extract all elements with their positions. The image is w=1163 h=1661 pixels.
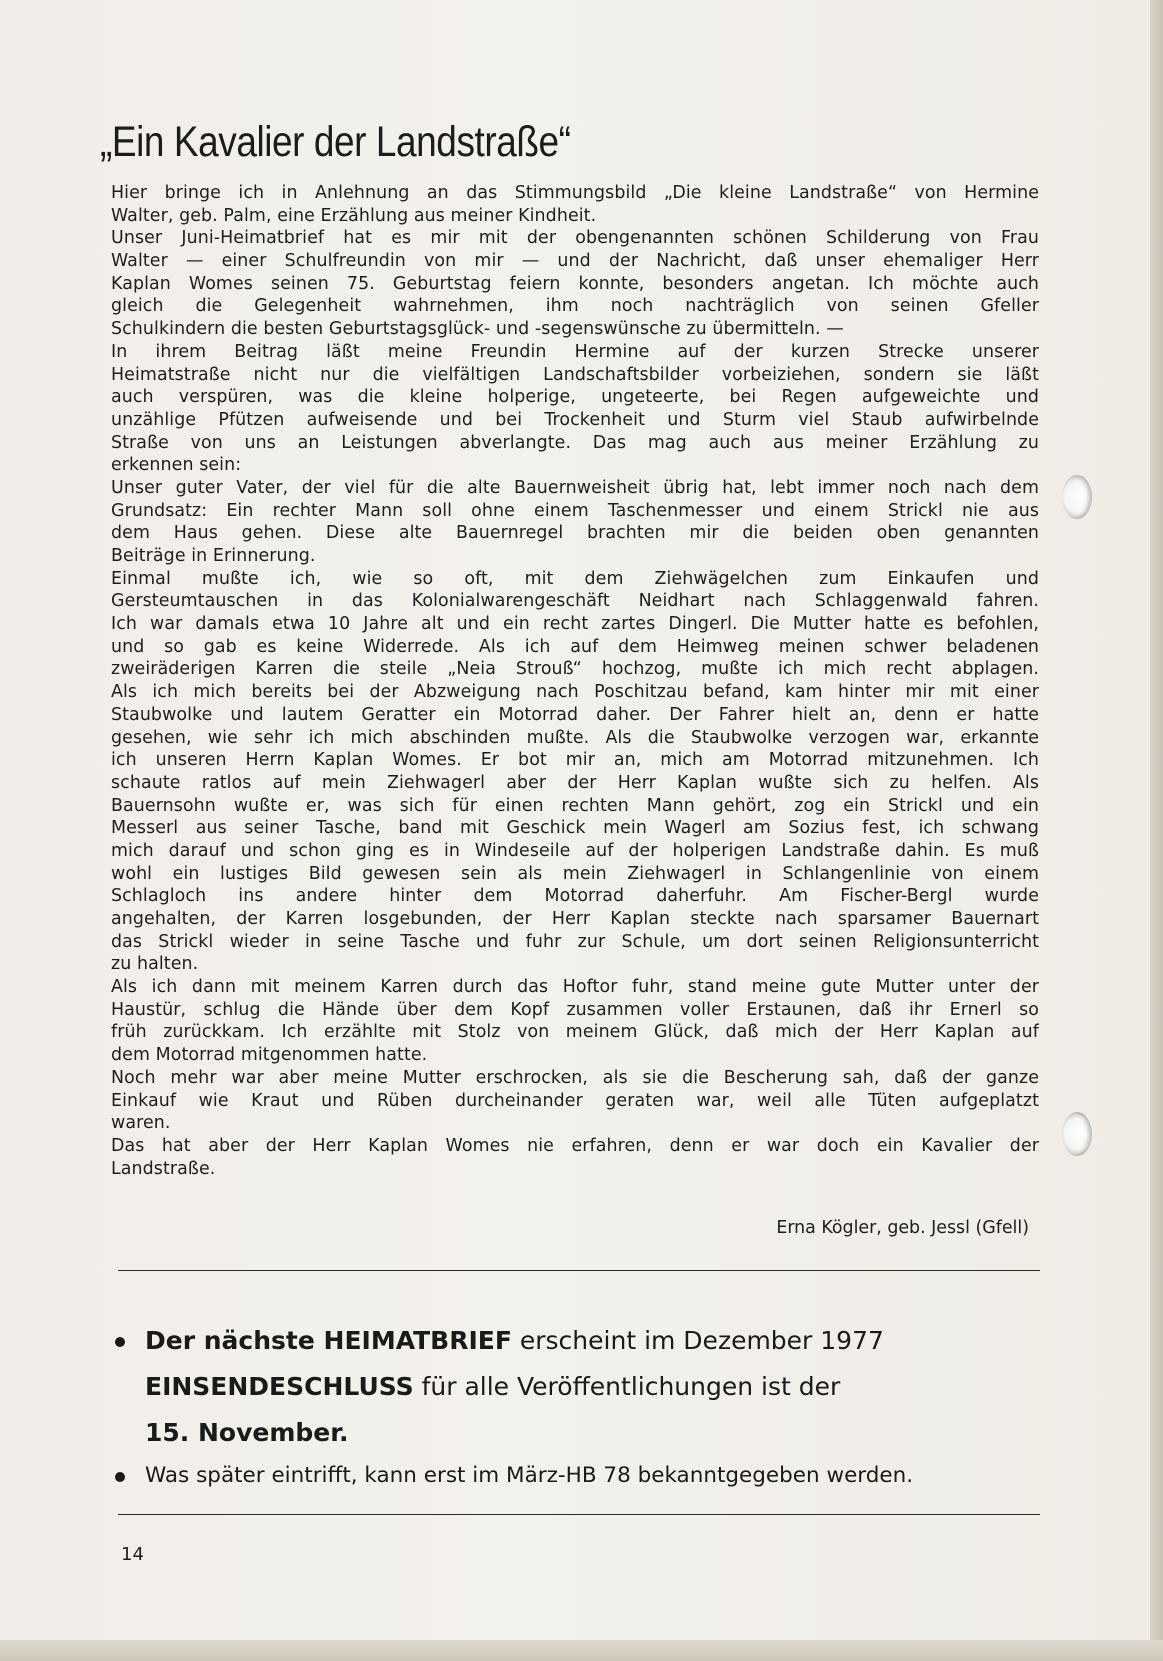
body-line: Kaplan Womes seinen 75. Geburtstag feiern konnte, besonders angetan. Ich möchte auch (111, 273, 1039, 294)
body-line: Walter, geb. Palm, eine Erzählung aus meiner Kindheit. (111, 205, 597, 226)
body-line: Grundsatz: Ein rechter Mann soll ohne einem Taschenmesser und einem Strickl nie aus (111, 500, 1039, 521)
body-line: dem Motorrad mitgenommen hatte. (111, 1045, 428, 1066)
bullet-icon (115, 1337, 125, 1347)
body-line: Heimatstraße nicht nur die vielfältigen Landschaftsbilder vorbeiziehen, sondern sie läßt (111, 364, 1039, 385)
body-line: Bauernsohn wußte er, was sich für einen rechten Mann gehört, zog ein Strickl und ein (111, 795, 1039, 816)
body-line: Schulkindern die besten Geburtstagsglück- und -segenswünsche zu übermitteln. — (111, 319, 844, 340)
body-line: Landstraße. (111, 1158, 216, 1179)
body-line: Unser Juni-Heimatbrief hat es mir mit der obengenannten schönen Schilderung von Frau (111, 228, 1039, 249)
divider-top (118, 1270, 1040, 1271)
body-line: In ihrem Beitrag läßt meine Freundin Hermine auf der kurzen Strecke unserer (111, 341, 1039, 362)
notice-deadline-text: für alle Veröffentlichungen ist der (413, 1372, 841, 1401)
body-line: wohl ein lustiges Bild gewesen sein als mein Ziehwagerl in Schlangenlinie von einem (111, 863, 1039, 884)
body-line: zweiräderigen Karren die steile „Neia Strouß“ hochzog, mußte ich mich recht abplagen. (111, 659, 1039, 680)
body-line: gesehen, wie sehr ich mich abschinden mußte. Als die Staubwolke verzogen war, erkannte (111, 727, 1039, 748)
divider-bottom (118, 1514, 1040, 1515)
body-line: erkennen sein: (111, 455, 242, 476)
body-line: dem Haus gehen. Diese alte Bauernregel brachten mir die beiden oben genannten (111, 523, 1039, 544)
body-line: schaute ratlos auf mein Ziehwagerl aber der Herr Kaplan wußte sich zu helfen. Als (111, 772, 1039, 793)
body-line: Ich war damals etwa 10 Jahre alt und ein recht zartes Dingerl. Die Mutter hatte es befohlen, (111, 614, 1039, 635)
body-line: Gersteumtauschen in das Kolonialwarengeschäft Neidhart nach Schlaggenwald fahren. (111, 591, 1039, 612)
page-number: 14 (121, 1544, 144, 1565)
body-line: Staubwolke und lautem Geratter ein Motorrad daher. Der Fahrer hielt an, denn er hatte (111, 704, 1039, 725)
body-line: Als ich mich bereits bei der Abzweigung nach Poschitzau befand, kam hinter mir mit einer (111, 682, 1039, 703)
article-signature: Erna Kögler, geb. Jessl (Gfell) (776, 1218, 1029, 1238)
body-line: Noch mehr war aber meine Mutter erschrocken, als sie die Bescherung sah, daß der ganze (111, 1067, 1039, 1088)
body-line: Haustür, schlug die Hände über dem Kopf zusammen voller Erstaunen, daß ihr Ernerl so (111, 999, 1039, 1020)
body-line: Beiträge in Erinnerung. (111, 546, 316, 566)
body-line: gleich die Gelegenheit wahrnehmen, ihm noch nachträglich von seinen Gfeller (111, 296, 1039, 317)
body-line: Walter — einer Schulfreundin von mir — und der Nachricht, daß unser ehemaliger Herr (111, 251, 1039, 272)
body-line: zu halten. (111, 954, 199, 975)
body-line: Schlagloch ins andere hinter dem Motorrad daherfuhr. Am Fischer-Bergl wurde (111, 886, 1039, 907)
body-line: Als ich dann mit meinem Karren durch das Hoftor fuhr, stand meine gute Mutter unter der (111, 977, 1039, 998)
body-line: waren. (111, 1113, 171, 1134)
body-line: früh zurückkam. Ich erzählte mit Stolz von meinem Glück, daß mich der Herr Kaplan auf (111, 1022, 1039, 1043)
notice-box (112, 1318, 1052, 1496)
notice-deadline-label: EINSENDESCHLUSS (145, 1372, 414, 1401)
body-line: Einkauf wie Kraut und Rüben durcheinander geraten war, weil alle Tüten aufgeplatzt (111, 1090, 1039, 1111)
punch-hole-top (1062, 475, 1092, 519)
page-edge-right (1150, 0, 1163, 1661)
bullet-icon (115, 1472, 125, 1482)
body-line: ich unseren Herrn Kaplan Womes. Er bot mir an, mich am Motorrad mitzunehmen. Ich (111, 750, 1039, 771)
notice-line-1 (112, 1318, 1052, 1364)
body-line: Hier bringe ich in Anlehnung an das Stimmungsbild „Die kleine Landstraße“ von Hermine (111, 183, 1039, 203)
article-title: „Ein Kavalier der Landstraße“ (100, 118, 571, 166)
punch-hole-bottom (1062, 1112, 1092, 1156)
notice-heimatbrief: Der nächste HEIMATBRIEF (145, 1326, 512, 1355)
notice-release-date: erscheint im Dezember 1977 (511, 1326, 884, 1355)
notice-line-3 (112, 1410, 1052, 1456)
notice-line-4 (112, 1456, 1052, 1496)
page-edge-bottom (0, 1640, 1163, 1661)
notice-line-2 (112, 1364, 1052, 1410)
body-line: angehalten, der Karren losgebunden, der Herr Kaplan steckte nach sparsamer Bauernart (111, 909, 1039, 929)
body-line: das Strickl wieder in seine Tasche und fuhr zur Schule, um dort seinen Religionsunterricht (111, 931, 1039, 952)
body-line: Messerl aus seiner Tasche, band mit Geschick mein Wagerl am Sozius fest, ich schwang (111, 818, 1039, 839)
notice-deadline-date: 15. November. (145, 1418, 349, 1447)
body-line: auch verspüren, was die kleine holperige, ungeteerte, bei Regen aufgeweichte und (111, 387, 1039, 408)
notice-late-submissions: Was später eintrifft, kann erst im März-HB 78 bekanntgegeben werden. (145, 1463, 914, 1488)
body-line: unzählige Pfützen aufweisende und bei Trockenheit und Sturm viel Staub aufwirbelnde (111, 409, 1039, 430)
body-line: Unser guter Vater, der viel für die alte Bauernweisheit übrig hat, lebt immer noch nach dem (111, 477, 1039, 498)
body-line: Straße von uns an Leistungen abverlangte. Das mag auch aus meiner Erzählung zu (111, 432, 1039, 453)
body-line: Das hat aber der Herr Kaplan Womes nie erfahren, denn er war doch ein Kavalier der (111, 1135, 1039, 1156)
article-body (111, 182, 1039, 1180)
body-line: Einmal mußte ich, wie so oft, mit dem Ziehwägelchen zum Einkaufen und (111, 568, 1039, 589)
body-line: mich darauf und schon ging es in Windeseile auf der holperigen Landstraße dahin. Es muß (111, 840, 1039, 861)
body-line: und so gab es keine Widerrede. Als ich auf dem Heimweg meinen schwer beladenen (111, 636, 1039, 657)
